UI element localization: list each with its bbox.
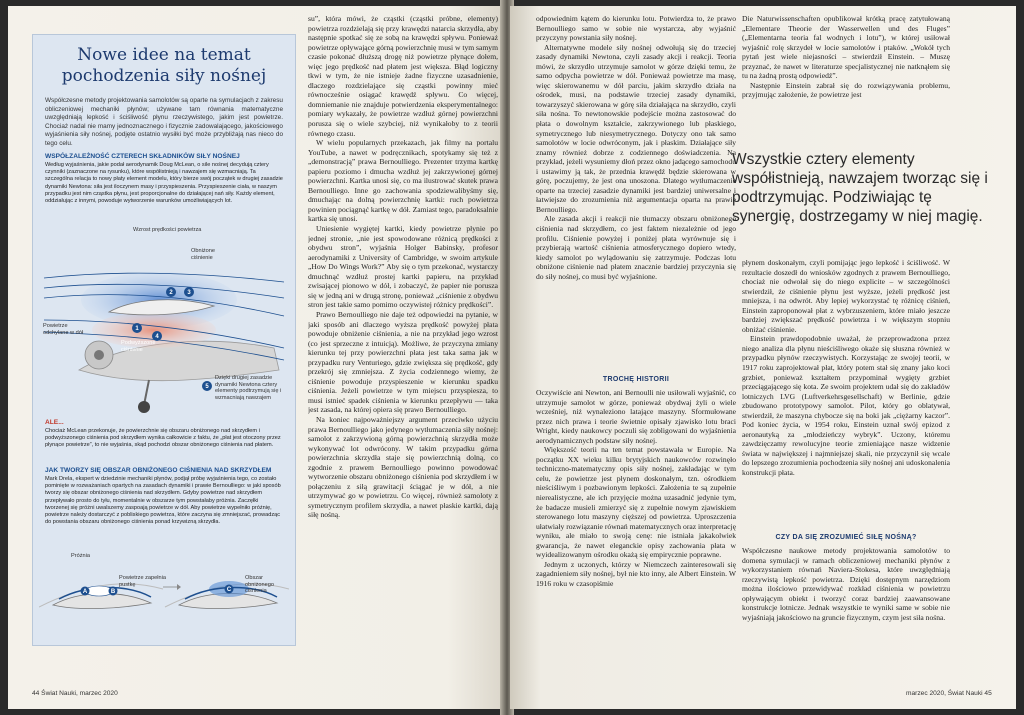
paragraph: Uniesienie wygiętej kartki, kiedy powietrze płynie po jednej stronie, „nie jest spowodowane różnicą prędkości z obydwu stron”, wyjaśnia Holger Babinsky, profesor aerodynamiki z University of Cambridge, w swoim artykule „How Do Wings Work?” Aby się o tym przekonać, wystarczy dmuchnąć wzdłuż prostej kartki papieru, na przykład zwisającej pionowo w dół, i zobaczyć, że papier nie porusza się w jedną ani w drugą stronę, ponieważ „ciśnienie z obydwu stron jest takie samo pomimo oczywistej różnicy prędkości”. xyxy=(308,224,498,310)
paragraph: Alternatywne modele siły nośnej odwołują się do trzeciej zasady dynamiki Newtona, czyli zasady akcji i reakcji. Teoria mówi, że skrzydło utrzymuje samolot w górze dzięki temu, że samo odpycha powietrze w dół. Ponieważ powietrze ma masę, więc skierowanemu w dół parciu, jakim skrzydło działa na ośrodek, musi, na podstawie trzeciej zasady dynamiki, towarzyszyć skierowana w górę siła działająca na skrzydło, czyli siła nośna. To newtonowskie podejście można zastosować do płata o dowolnym kształcie, zakrzywionego lub płaskiego, symetrycznego lub niesymetrycznego. Dotyczy ono tak samo samolotów w locie odwróconym, jak i płaskim. Działające siły znamy również dobrze z codziennego doświadczenia. Na przykład, jeżeli wysuniemy dłoń przez okno jadącego samochodu i ustawimy ją tak, że przednia krawędź będzie skierowana w górę, poczujemy, że jest ona unoszona. Dlatego wytłumaczenie oparte na trzeciej zasadzie dynamiki jest bardziej uniwersalne i łatwiejsze do zrozumienia niż argumentacja oparta na prawie Bernoulliego. xyxy=(536,42,736,214)
sidebar-para-2: Chociaż McLean przekonuje, że powierzchnie się obszaru obniżonego nad skrzydłem i podwyższonego ciśnienia pod skrzydłem wynika całkowicie z faktu, że „płat jest otoczony przez płynące powietrze”, to nie wyjaśnia, skąd pochodzi obszar obniżonego ciśnienia nad płatem. xyxy=(45,428,281,449)
paragraph: Die Naturwissenschaften opublikował krótką pracę zatytułowaną „Elementare Theorie der Wasserwellen und des Fluges” („Elementarna teoria fal wodnych i lotu”), w której usiłował wyjaśnić rolę skrzydeł w locie samolotów i ptaków. „Wokół tych pytań jest wiele niejasności – stwierdził Einstein. – Muszę przyznać, że nawet w literaturze specjalistycznej nie natknąłem się tu na żadną prostą odpowiedź”. xyxy=(742,14,950,81)
svg-text:1: 1 xyxy=(135,326,139,332)
subheading-history: TROCHĘ HISTORII xyxy=(602,376,670,383)
subheading-understand: CZY DA SIĘ ZROZUMIEĆ SIŁĘ NOŚNĄ? xyxy=(775,534,917,541)
pull-quote: Wszystkie cztery elementy współistnieją, nawzajem tworząc się i podtrzymując. Podziwiając tę synergię, dostrzegamy w niej magię. xyxy=(732,151,988,225)
paragraph: odpowiednim kątem do kierunku lotu. Potwierdza to, że prawo Bernoulliego samo w sobie nie wystarcza, aby wyjaśnić przyczyny powstania siły nośnej. xyxy=(536,14,736,43)
svg-text:5: 5 xyxy=(205,384,209,390)
svg-text:4: 4 xyxy=(155,334,159,340)
label-low-pressure: Obniżone ciśnienie xyxy=(191,248,215,261)
right-column-1b xyxy=(536,388,736,682)
right-column-2 xyxy=(742,14,950,138)
label-air-fills: Powietrze zapełnia pustkę xyxy=(119,575,166,588)
label-air-down: Powietrze odchylane w dół xyxy=(43,323,84,336)
sidebar-para-3: Mark Drela, ekspert w dziedzinie mechaniki płynów, podjął próbę wyjaśnienia tego, co zostało pominięte w rozważaniach opartych na zasadach dynamiki i prawie Bernoulliego: w jaki sposób tworzy się obszar obniżonego ciśnienia nad skrzydłem. Gdyby powietrze nad skrzydłem przepływało prosto do tyłu, momentalnie w obszarze tym powstałaby próżnia. Zaczęłki tworzenej się próżni uwalszemy zaspoają powietrze w dół. Aby powietrze wypełniło próżnię, powietrze należy dostarczyć z pobliskiego powietrza, które zaczyna się zmniejszać, prowadząc do powstania obszaru obniżonego ciśnienia ponad krzywizną skrzydła. xyxy=(45,476,281,526)
label-vacuum: Próżnia xyxy=(71,553,90,559)
sidebar-title: Nowe idee na temat pochodzenia siły nośnej xyxy=(61,45,267,86)
right-page xyxy=(510,6,1016,709)
svg-text:A: A xyxy=(82,589,88,595)
svg-text:B: B xyxy=(110,589,116,595)
sidebar-heading-3: JAK TWORZY SIĘ OBSZAR OBNIŻONEGO CIŚNIENIA NAD SKRZYDŁEM xyxy=(45,467,272,474)
paragraph: W wielu popularnych przekazach, jak filmy na portalu YouTube, a nawet w podręcznikach, spotykamy się też z „demonstracją” prawa Bernoulliego. Prezenter trzyma kartkę papieru poziomo i dmucha wzdłuż jej zakrzywionej górnej powierzchni. Kartka unosi się, co ma ilustrować skutek prawa Bernoulliego. Inne go zachowania spodziewalibyśmy się, dmuchając na dolną powierzchnię kartki: ruch powietrza powinien pociągnąć kartkę w dół. Zamiast tego, paradoksalnie kartka się unosi. xyxy=(308,138,498,224)
paragraph: su”, która mówi, że cząstki (cząstki próbne, elementy) powietrza rozdzielają się przy krawędzi natarcia skrzydła, aby następnie spotkać się ze sobą na krawędzi spływu. Ponieważ powietrze opływające górną powierzchnię musi w tym samym czasie pokonać dłuższą drogę niż powietrze płynące dołem, więc jego prędkość nad płatem jest większa. Błąd logiczny tkwi w tym, że nie istnieje żadne fizyczne uzasadnienie, dlaczego rozdzielające się cząstki powinny mieć równocześnie osiągać krawędź spływu. Co więcej, domniemanie nie znajduje potwierdzenia eksperymentalnego: pomiary wykazały, że powietrze wzdłuż górnej powierzchni porusza się o wiele szybciej, niż wynikałoby to z teorii równego czasu. xyxy=(308,14,498,138)
svg-text:C: C xyxy=(226,587,232,593)
svg-text:3: 3 xyxy=(187,290,191,296)
svg-text:2: 2 xyxy=(169,290,173,296)
paragraph: Na koniec najpoważniejszy argument przeciwko użyciu prawa Bernoulliego jako jedynego wytłumaczenia siły nośnej: samolot z zakrzywioną górną powierzchnią skrzydła może wykonywać lot odwrócony. W takim przypadku górna powierzchnia skrzydła staje się powierzchnią dolną, co zgodnie z prawem Bernoulliego powinno powodować wytworzenie obszaru obniżonego ciśnienia pod skrzydłem i w połączeniu z siłą grawitacji ściągać je w dół, a nie utrzymywać go w powietrzu. Co więcej, również samoloty z symetrycznym profilem skrzydła, a nawet płaskie kartki, dają siłę nośną. xyxy=(308,414,498,520)
paragraph: płynem doskonałym, czyli pomijając jego lepkość i ściśliwość. W rezultacie doszedł do wniosków zgodnych z prawem Bernoulliego, chociaż nie odwołał się do niego explicite – w szczególności stwierdził, że ciśnienie płynu jest wyższe, jeżeli prędkość jest mniejsza, i na odwrót. Aby lepiej wykorzystać tę różnicę ciśnień, Einstein zaproponował płat z wybrzuszeniem, które miało jeszcze bardziej zwiększać prędkość powietrza i w większym stopniu obniżać ciśnienie. xyxy=(742,258,950,334)
sidebar-para-1: Według wyjaśnienia, jakie podał aerodynamik Doug McLean, o sile nośnej decydują cztery czynniki (zaznaczone na rysunku), które współistnieją i nawzajem się wzmacniają. Ta szczególna relacja to nowy płaty element modelu, który bierze swój początek w drugiej zasadzie dynamiki Newtona: siła jest iloczynem masy i przyspieszenia. Przyspieszenie ciała, w naszym przypadku jest nim cząstka płynu, jest proporcjonalne do działającej nań siły. Każdy element, oddziałując z innymi, powoduje wytworzenie warunków umożliwiających lot. xyxy=(45,162,283,205)
paragraph: Większość teorii na ten temat powstawała w Europie. Na początku XX wieku kilku brytyjskich naukowców rozwinęło techniczno-matematyczny opis siły nośnej, zakładając w tym celu, że powietrze jest płynem doskonałym, tzn. ośrodkiem nieściśliwym i pozbawionym lepkości. Założenia te są zupełnie nierealistyczne, ale ich przyjęcie można uzasadnić jedynie tym, że badacze musieli zmierzyć się z zupełnie nowym zjawiskiem sterowanego lotu maszyny cięższej od powietrza. Uproszczenia ułatwiały rozwiązanie równań matematycznych oraz interpretację wyniku, ale miało to swoją cenę: nie istniała jakakolwiek gwarancja, że nawet eleganckie opisy zachowania płata w wyidealizowanym ośrodku okażą się empirycznie poprawne. xyxy=(536,445,736,560)
left-column xyxy=(308,14,498,676)
paragraph: Jednym z uczonych, którzy w Niemczech zainteresowali się zagadnieniem siły nośnej, był nie kto inny, ale Albert Einstein. W 1916 roku w czasopiśmie xyxy=(536,559,736,588)
label-high-pressure: Podwyższone ciśnienie xyxy=(121,340,156,353)
paragraph: Prawo Bernoulliego nie daje też odpowiedzi na pytanie, w jaki sposób ani dlaczego wyższa prędkość powyżej płata powoduje obniżenie ciśnienia, a nie na przykład jego wzrost (co jest sprzeczne z intuicją). Możliwe, że przyczyna zmiany kierunku tej przy powierzchni płata jest taka sama jak w przypadku rury Venturiego, gdzie zwiększa się prędkość, gdy przekrój się zmniejsza. Z życia codziennego wiemy, że ciśnienie powoduje przyspieszenie w kierunku spadku ciśnienia. Jeżeli powietrze w tym miejscu przyspiesza, to musi istnieć spadek ciśnienia w kierunku przepływu — taka jest zasada, na której opiera się prawo Bernoulliego. xyxy=(308,309,498,415)
folio-left: 44 Świat Nauki, marzec 2020 xyxy=(32,690,118,697)
sidebar-heading-1: WSPÓŁZALEŻNOŚĆ CZTERECH SKŁADNIKÓW SIŁY NOŚNEJ xyxy=(45,153,240,160)
sidebar-box xyxy=(32,34,296,646)
label-speed-up: Wzrost prędkości powietrza xyxy=(133,227,202,233)
paragraph: Einstein prawdopodobnie uważał, że przeprowadzona przez niego analiza dla płynu nieściśliwego okaże się słuszna również w przypadku płynów rzeczywistych. Korzystając ze swojej teorii, w 1917 roku zaprojektował płat, który potem stał się znany jako koci grzbiet, ponieważ kształtem przypominał wygięty grzbiet przeciągającego się kota. Ze swoim projektem udał się do zakładów lotniczych LVG (Luftverkehrsgesellschaft) w Berlinie, gdzie zbudowano prototypowy samolot. Pilot, który go oblatywał, stwierdził, że maszyna chybocze się na boki jak „ciężarny kaczor”. Pod koniec życia, w 1954 roku, Einstein uznał swój epizod z aeronautyką za „młodzieńczy wybryk”. Uczony, któremu zawdzięczamy rewolucyjne teorie zmieniające nasze widzenie świata w największej i najmniejszej skali, nie przyczynił się wcale do lepszego zrozumienia pochodzenia siły nośnej ani udoskonalenia konstrukcji płata. xyxy=(742,334,950,478)
sidebar-intro: Współczesne metody projektowania samolotów są oparte na symulacjach z zakresu obliczeniowej mechaniki płynów; używane tam równania matematyczne uwzględniają lepkość i ściśliwość płynu rzeczywistego, jakim jest powietrze. Chociaż nadal nie mamy jednoznacznego i fizycznie zadowalającego, jakościowego wyjaśnienia siły nośnej, podjęte ostatnio wysiłki być może przybliżają nas nieco do tego celu. xyxy=(45,97,283,147)
paragraph: Następnie Einstein zabrał się do rozwiązywania problemu, przyjmując założenie, że powietrze jest xyxy=(742,80,950,100)
sidebar-heading-2: ALE... xyxy=(45,419,64,426)
folio-right: marzec 2020, Świat Nauki 45 xyxy=(906,690,992,697)
right-column-2b xyxy=(742,258,950,524)
right-column-1 xyxy=(536,14,736,356)
paragraph: Ale zasada akcji i reakcji nie tłumaczy obszaru obniżonego ciśnienia nad skrzydłem, co jest faktem niezależnie od jego profilu. Ciśnienie powyżej i poniżej płata wyrównuje się i przybierają wartość ciśnienia atmosferycznego dopiero wtedy, kiedy samolot po wylądowaniu się zatrzymuje. Podczas lotu obniżone ciśnienie nad płatem znacznie bardziej przyczynia się do siły nośnej, co musi być wyjaśnione. xyxy=(536,214,736,281)
label-low-pressure-area: Obszar obniżonego ciśnienia xyxy=(245,575,274,595)
paragraph: Współczesne naukowe metody projektowania samolotów to domena symulacji w ramach obliczeniowej mechaniki płynów z wykorzystaniem równań Naviera-Stokesa, które uwzględniają rzeczywistą lepkość powietrza. Dzięki dostępnym narzędziom można ilościowo przewidywać rozkład ciśnienia w powietrzu opływającym obiekt i tworzyć coraz bardziej zaawansowane konstrukcje lotnicze. Jednak wszystkie te wyniki same w sobie nie wyjaśniają jakościowo na gruncie fizycznym, czym jest siła nośna. xyxy=(742,546,950,622)
paragraph: Oczywiście ani Newton, ani Bernoulli nie usiłowali wyjaśnić, co utrzymuje samolot w górze, ponieważ obydwaj żyli o wiele wcześniej, niż wynaleziono latające maszyny. Sformułowane przez nich prawa i teorie świetnie opisały zjawisko lotu braci Wright, kiedy naukowcy poczuli się zobligowani do wyjaśnienia aerodynamicznych podstaw siły nośnej. xyxy=(536,388,736,445)
right-column-2c xyxy=(742,546,950,666)
left-page xyxy=(8,6,508,709)
label-newton-five: Dzięki drugiej zasadzie dynamiki Newtona cztery elementy podtrzymują się i wzmacniają nawzajem xyxy=(215,375,282,401)
